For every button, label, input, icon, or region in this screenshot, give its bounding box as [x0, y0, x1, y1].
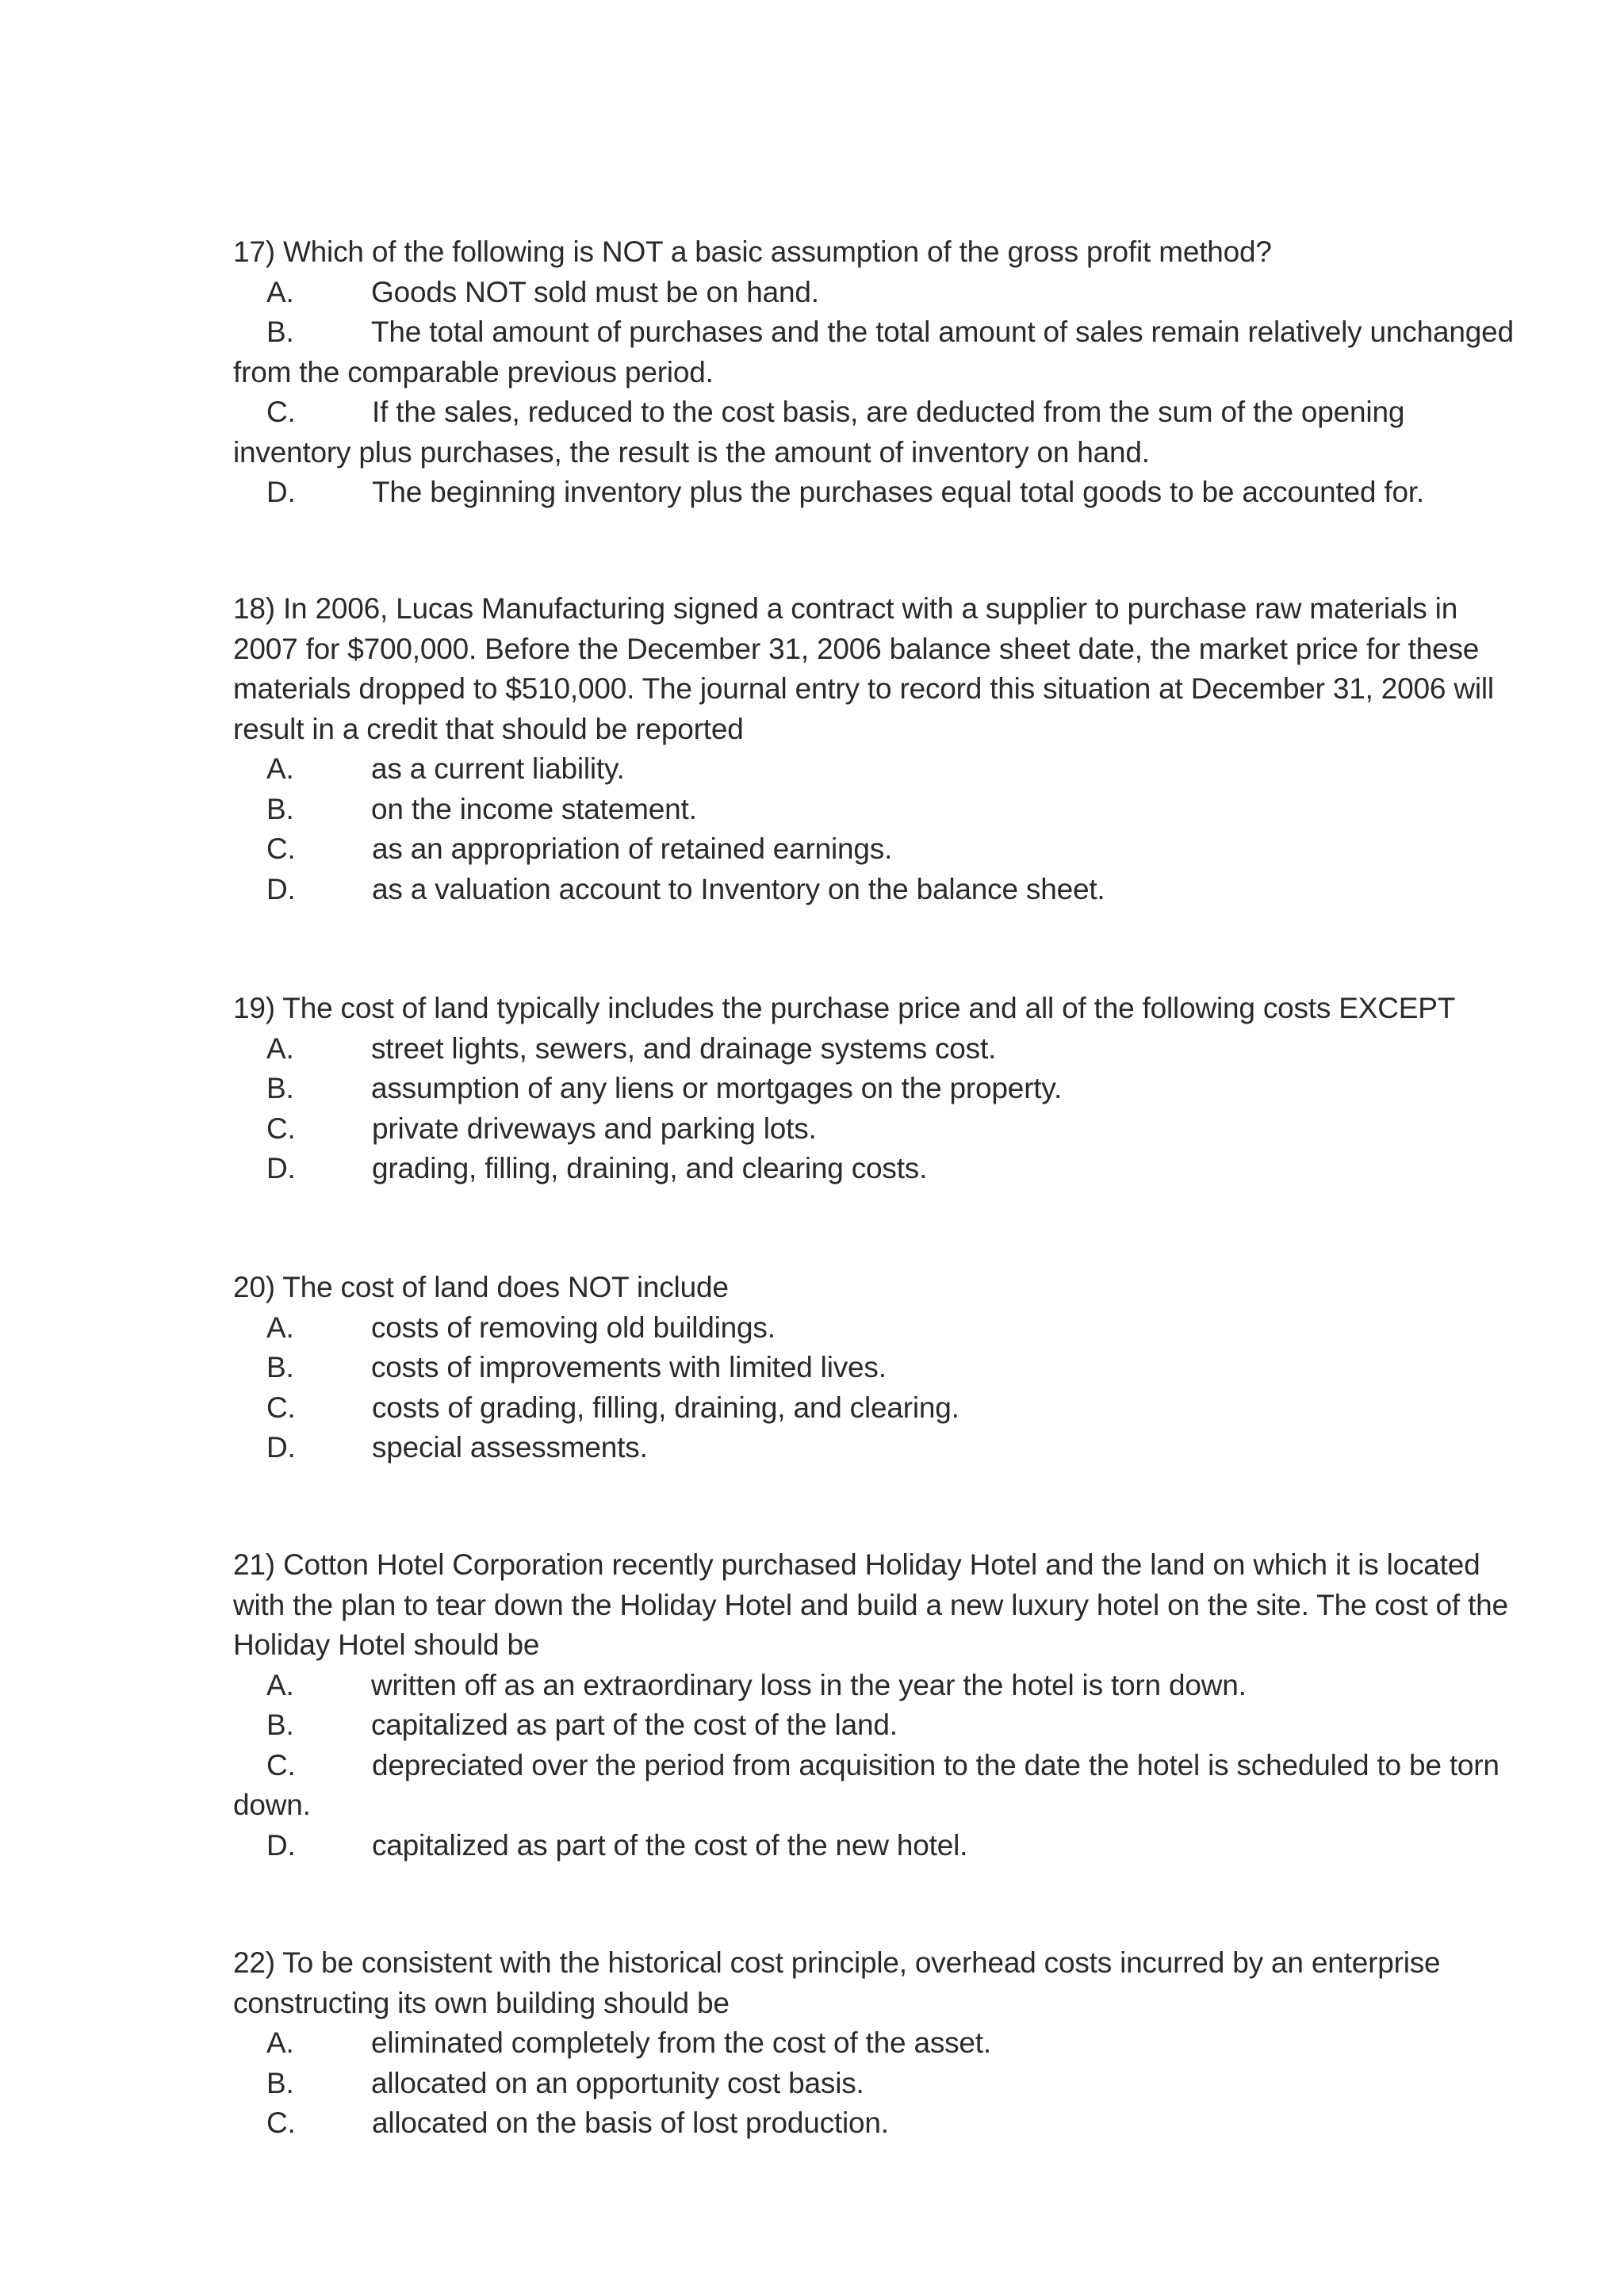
answer-option-b — [233, 1348, 1526, 1388]
option-text: Goods NOT sold must be on hand. — [371, 275, 819, 308]
answer-option-b — [233, 1069, 1526, 1109]
answer-option-c — [233, 392, 1526, 473]
answer-option-d — [233, 473, 1526, 513]
option-text: If the sales, reduced to the cost basis, are deducted from the sum of the opening inventory plus purchases, the result is the amount of inventory on hand. — [233, 396, 1405, 469]
option-text: costs of improvements with limited lives. — [371, 1351, 887, 1383]
answer-option-b — [233, 2064, 1526, 2104]
option-text: as an appropriation of retained earnings. — [372, 832, 893, 865]
option-text: depreciated over the period from acquisition to the date the hotel is scheduled to be torn down. — [233, 1748, 1500, 1821]
question-22 — [233, 1943, 1526, 2144]
question-18 — [233, 589, 1526, 909]
option-letter: A. — [266, 1668, 294, 1701]
answer-option-a — [233, 1308, 1526, 1349]
option-text: written off as an extraordinary loss in the year the hotel is torn down. — [371, 1668, 1247, 1701]
option-text: on the income statement. — [371, 792, 697, 825]
question-stem: 22) To be consistent with the historical cost principle, overhead costs incurred by an enterprise constructing its own building should be — [233, 1946, 1441, 2019]
question-stem: 19) The cost of land typically includes the purchase price and all of the following costs EXCEPT — [233, 992, 1456, 1024]
option-letter: C. — [266, 832, 296, 865]
option-text: eliminated completely from the cost of the asset. — [371, 2026, 991, 2059]
option-letter: A. — [266, 1031, 294, 1065]
option-letter: A. — [266, 2026, 294, 2059]
answer-option-a — [233, 273, 1526, 313]
question-stem: 20) The cost of land does NOT include — [233, 1271, 729, 1303]
option-text: as a valuation account to Inventory on the balance sheet. — [372, 872, 1105, 905]
option-text: capitalized as part of the cost of the land. — [371, 1709, 898, 1741]
option-letter: B. — [266, 1351, 294, 1383]
option-letter: D. — [266, 1431, 296, 1464]
answer-option-b — [233, 312, 1526, 392]
answer-option-a — [233, 1029, 1526, 1070]
option-letter: D. — [266, 872, 296, 905]
option-letter: A. — [266, 752, 294, 785]
option-letter: C. — [266, 1748, 296, 1781]
question-stem: 21) Cotton Hotel Corporation recently purchased Holiday Hotel and the land on which it is located with the plan to tear down the Holiday Hotel and build a new luxury hotel on the site. The cost of the Holiday Hotel should be — [233, 1548, 1508, 1661]
answer-option-d — [233, 1826, 1526, 1866]
answer-option-b — [233, 790, 1526, 830]
option-text: allocated on the basis of lost production. — [372, 2107, 889, 2139]
question-20 — [233, 1268, 1526, 1468]
answer-option-a — [233, 1666, 1526, 1706]
option-text: grading, filling, draining, and clearing costs. — [372, 1152, 928, 1184]
option-text: street lights, sewers, and drainage systems cost. — [371, 1031, 997, 1065]
answer-option-c — [233, 829, 1526, 870]
answer-option-d — [233, 870, 1526, 910]
option-letter: C. — [266, 396, 296, 428]
option-text: The total amount of purchases and the total amount of sales remain relatively unchanged from the comparable previous period. — [233, 316, 1514, 388]
answer-option-c — [233, 1388, 1526, 1429]
answer-option-c — [233, 1746, 1526, 1826]
option-text: allocated on an opportunity cost basis. — [371, 2066, 864, 2099]
question-17 — [233, 232, 1526, 513]
option-letter: A. — [266, 1311, 294, 1344]
question-21 — [233, 1545, 1526, 1866]
option-text: costs of removing old buildings. — [371, 1311, 776, 1344]
answer-option-a — [233, 2023, 1526, 2064]
answer-option-a — [233, 749, 1526, 790]
option-letter: A. — [266, 275, 294, 308]
option-text: special assessments. — [372, 1431, 648, 1464]
option-text: as a current liability. — [371, 752, 625, 785]
option-letter: B. — [266, 316, 294, 348]
answer-option-c — [233, 1109, 1526, 1150]
option-text: The beginning inventory plus the purchases equal total goods to be accounted for. — [372, 476, 1425, 508]
option-letter: D. — [266, 1828, 296, 1862]
option-letter: C. — [266, 2107, 296, 2139]
question-stem: 18) In 2006, Lucas Manufacturing signed a contract with a supplier to purchase raw materials in 2007 for $700,000. Before the December 31, 2006 balance sheet date, the market price for these materials dropped to $510,000. The journal entry to record this situation at December 31, 2006 will result in a credit that should be reported — [233, 592, 1494, 745]
option-text: assumption of any liens or mortgages on the property. — [371, 1072, 1063, 1104]
option-letter: B. — [266, 792, 294, 825]
option-letter: D. — [266, 1152, 296, 1184]
option-letter: B. — [266, 2066, 294, 2099]
option-text: costs of grading, filling, draining, and clearing. — [372, 1391, 959, 1424]
answer-option-d — [233, 1149, 1526, 1189]
answer-option-c — [233, 2103, 1526, 2144]
option-letter: C. — [266, 1391, 296, 1424]
option-letter: C. — [266, 1112, 296, 1145]
option-text: private driveways and parking lots. — [372, 1112, 817, 1145]
answer-option-b — [233, 1705, 1526, 1746]
option-text: capitalized as part of the cost of the new hotel. — [372, 1828, 968, 1862]
answer-option-d — [233, 1428, 1526, 1468]
option-letter: B. — [266, 1072, 294, 1104]
option-letter: D. — [266, 476, 296, 508]
question-19 — [233, 989, 1526, 1189]
question-stem: 17) Which of the following is NOT a basic assumption of the gross profit method? — [233, 235, 1272, 268]
option-letter: B. — [266, 1709, 294, 1741]
